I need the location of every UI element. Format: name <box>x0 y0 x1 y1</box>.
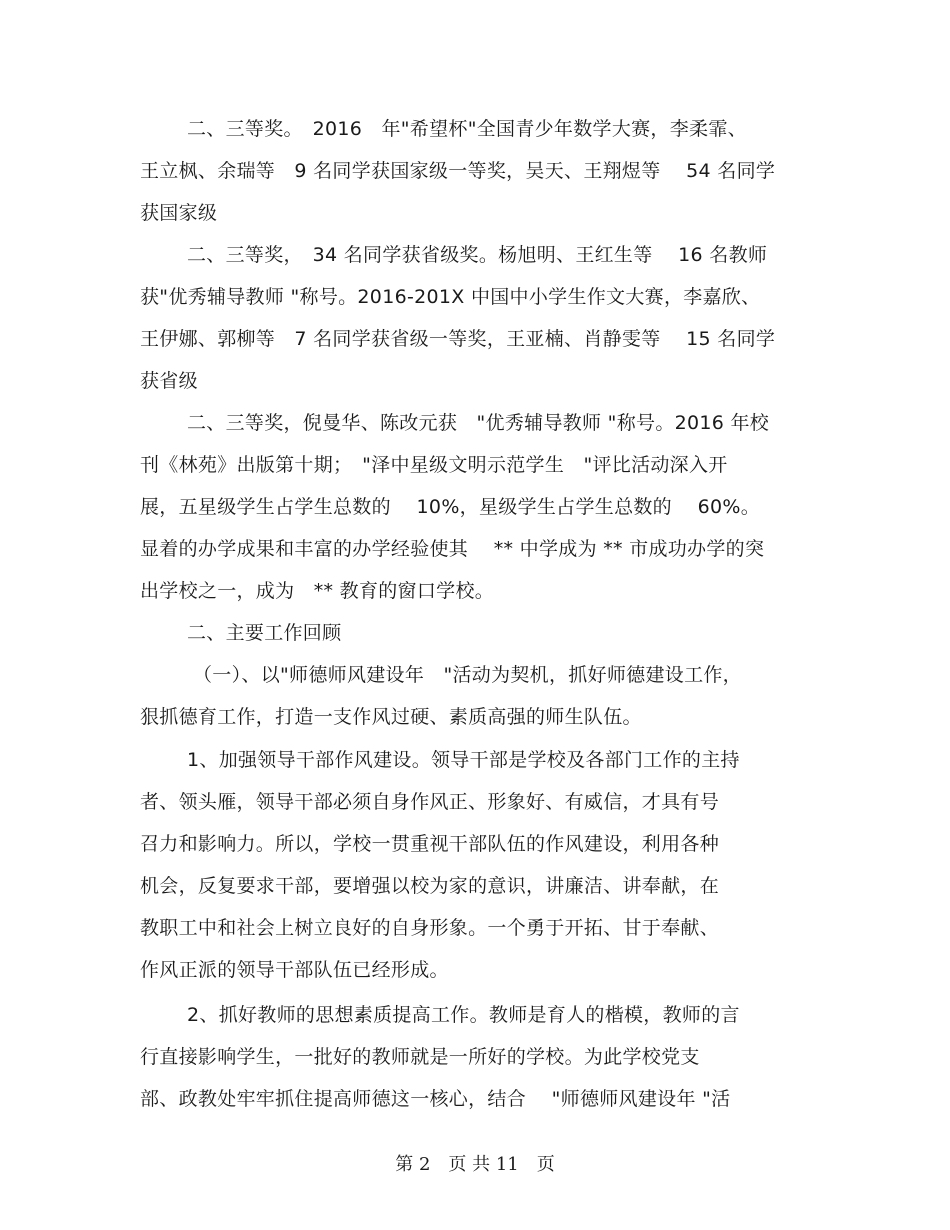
text-line: 显着的办学成果和丰富的办学经验使其 ** 中学成为 ** 市成功办学的突 <box>140 538 765 560</box>
text-line: 狠抓德育工作，打造一支作风过硬、素质高强的师生队伍。 <box>140 706 642 728</box>
text-line: （一）、以"师德师风建设年 "活动为契机，抓好师德建设工作， <box>193 664 742 686</box>
text-line: 获国家级 <box>140 202 218 224</box>
section-heading: 二、主要工作回顾 <box>187 622 342 644</box>
text-line: 1、加强领导干部作风建设。领导干部是学校及各部门工作的主持 <box>187 749 740 771</box>
text-line: 王立枫、余瑞等 9 名同学获国家级一等奖，吴天、王翔煜等 54 名同学 <box>140 160 776 182</box>
text-line: 2、抓好教师的思想素质提高工作。教师是育人的楷模，教师的言 <box>187 1004 740 1026</box>
text-line: 获"优秀辅导教师 "称号。2016-201X 中国中小学生作文大赛，李嘉欣、 <box>140 286 761 308</box>
text-line: 王伊娜、郭柳等 7 名同学获省级一等奖，王亚楠、肖静雯等 15 名同学 <box>140 328 776 350</box>
text-line: 获省级 <box>140 370 198 392</box>
text-line: 教职工中和社会上树立良好的自身形象。一个勇于开拓、甘于奉献、 <box>140 917 720 939</box>
text-line: 展，五星级学生占学生总数的 10%，星级学生占学生总数的 60%。 <box>140 496 761 518</box>
text-line: 召力和影响力。所以，学校一贯重视干部队伍的作风建设，利用各种 <box>140 833 720 855</box>
text-line: 行直接影响学生，一批好的教师就是一所好的学校。为此学校党支 <box>140 1046 700 1068</box>
text-line: 二、三等奖，倪曼华、陈改元获 "优秀辅导教师 "称号。2016 年校 <box>187 412 770 434</box>
text-line: 出学校之一，成为 ** 教育的窗口学校。 <box>140 580 495 602</box>
text-line: 者、领头雁，领导干部必须自身作风正、形象好、有威信，才具有号 <box>140 791 720 813</box>
text-line: 机会，反复要求干部，要增强以校为家的意识，讲廉洁、讲奉献，在 <box>140 875 720 897</box>
text-line: 刊《林苑》出版第十期； "泽中星级文明示范学生 "评比活动深入开 <box>140 454 728 476</box>
page-number-footer: 第 2 页 共 11 页 <box>395 1154 555 1175</box>
text-line: 二、三等奖， 34 名同学获省级奖。杨旭明、王红生等 16 名教师 <box>187 244 768 266</box>
text-line: 部、政教处牢牢抓住提高师德这一核心，结合 "师德师风建设年 "活 <box>140 1088 731 1110</box>
text-line: 作风正派的领导干部队伍已经形成。 <box>140 959 449 981</box>
text-line: 二、三等奖。 2016 年"希望杯"全国青少年数学大赛，李柔霏、 <box>187 118 747 140</box>
